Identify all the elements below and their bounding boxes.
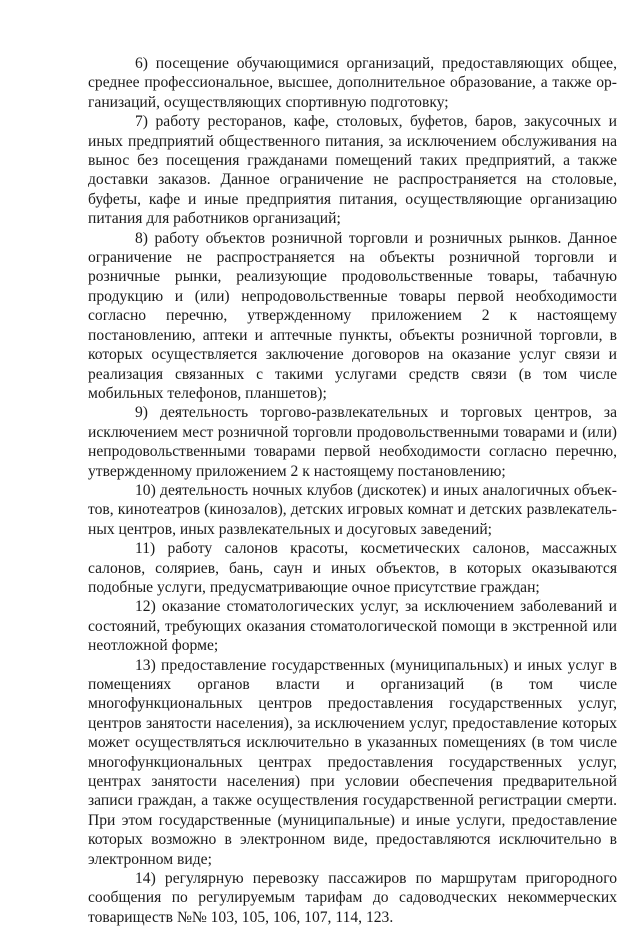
paragraph-item-8: 8) работу объектов розничной торговли и розничных рынков. Данное ограничение не распространяется на объекты розничной торговли и розничные рынки, реализующие продовольственные товары, табачную продукцию и (или) непродовольственные товары первой необходимости согласно перечню, утвержденному приложением 2 к настоящему постановлению, аптеки и аптечные пункты, объекты розничной торговли, в которых осуществляется заключение договоров на оказание услуг связи и реализация связанных с такими услугами средств связи (в том числе мобильных телефонов, планшетов); [88, 229, 617, 402]
paragraph-item-14: 14) регулярную перевозку пассажиров по маршрутам пригородного сообщения по регулируемым тарифам до садоводческих некоммерческих товариществ №№ 103, 105, 106, 107, 114, 123. [88, 870, 617, 926]
paragraph-item-13: 13) предоставление государственных (муниципальных) и иных услуг в помещениях органов власти и организаций (в том числе многофункциональных центров предоставления государственных услуг, центров занятости населения), за исключением услуг, предоставление которых может осуществляться исключительно в указанных помещениях (в том числе многофункциональных центрах предоставления государственных услуг, центрах занятости населения) при условии обеспечения предварительной записи граждан, а также осуществления государственной регистрации смерти. При этом государственные (муниципальные) и иные услуги, предоставление которых возможно в электронном виде, предоставляются исключительно в электронном виде; [88, 656, 617, 868]
paragraph-item-7: 7) работу ресторанов, кафе, столовых, буфетов, баров, закусочных и иных предприятий общественного питания, за исключением обслуживания на вынос без посещения гражданами помещений таких предприятий, а также доставки заказов. Данное ограничение не распространяется на столовые, буфеты, кафе и иные предприятия питания, осуществляющие организацию питания для работников организаций; [88, 113, 617, 228]
paragraph-item-10: 10) деятельность ночных клубов (дискотек) и иных аналогичных объектов, кинотеатров (кинозалов), детских игровых комнат и детских развлекательных центров, иных развлекательных и досуговых заведений; [88, 481, 617, 538]
paragraph-item-12: 12) оказание стоматологических услуг, за исключением заболеваний и состояний, требующих оказания стоматологической помощи в экстренной или неотложной форме; [88, 598, 617, 655]
paragraph-item-11: 11) работу салонов красоты, косметических салонов, массажных салонов, соляриев, бань, саун и иных объектов, в которых оказываются подобные услуги, предусматривающие очное присутствие граждан; [88, 540, 617, 596]
paragraph-item-6: 6) посещение обучающимися организаций, предоставляющих общее, среднее профессиональное, высшее, дополнительное образование, а также организаций, осуществляющих спортивную подготовку; [88, 55, 617, 111]
paragraph-item-9: 9) деятельность торгово-развлекательных и торговых центров, за исключением мест розничной торговли продовольственными товарами и (или) непродовольственными товарами первой необходимости согласно перечню, утвержденному приложением 2 к настоящему постановлению; [88, 404, 617, 480]
document-page [88, 54, 617, 927]
